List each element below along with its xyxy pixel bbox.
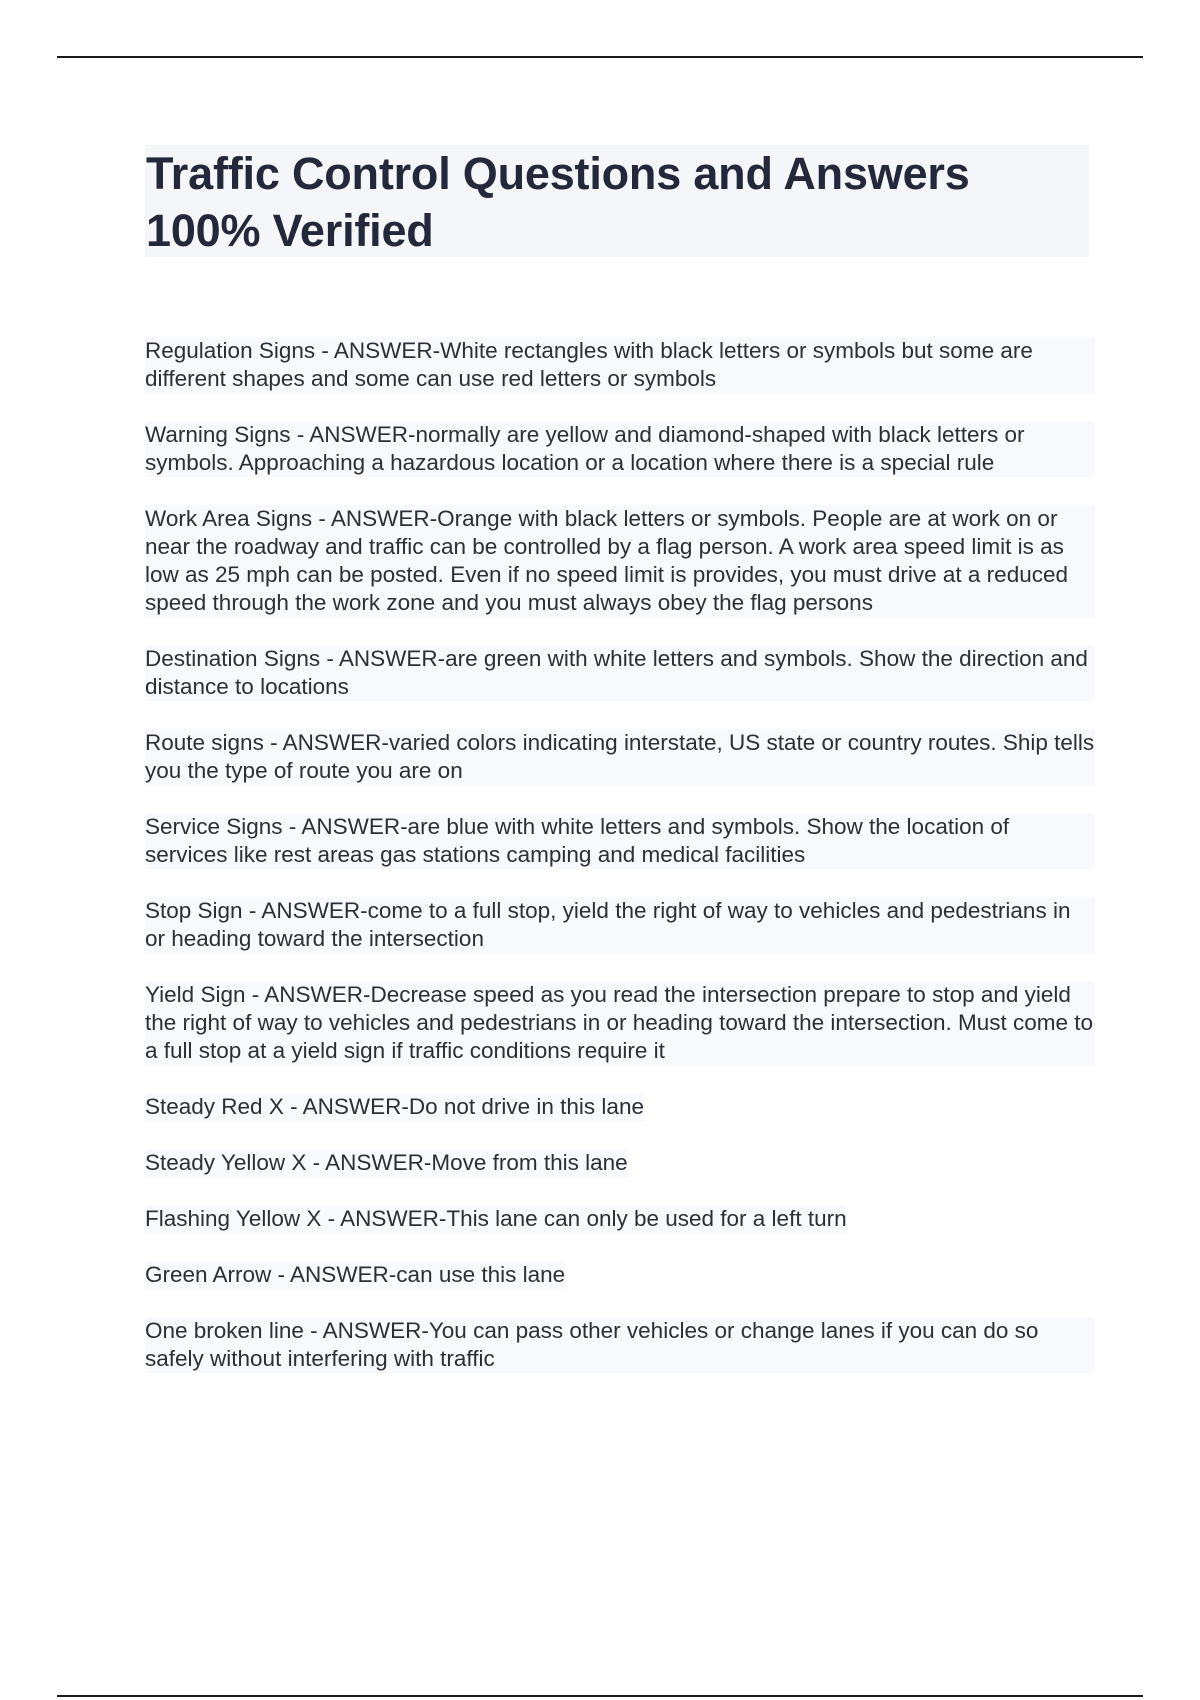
qa-item-route-signs: Route signs - ANSWER-varied colors indicating interstate, US state or country routes. Ship tells you the type of route you are on — [145, 730, 1095, 783]
qa-item-flashing-yellow-x: Flashing Yellow X - ANSWER-This lane can only be used for a left turn — [145, 1206, 847, 1231]
document-title: Traffic Control Questions and Answers 100% Verified — [146, 148, 970, 256]
qa-item-service-signs: Service Signs - ANSWER-are blue with white letters and symbols. Show the location of services like rest areas gas stations camping and medical facilities — [145, 813, 1095, 869]
qa-list — [145, 337, 1095, 1401]
top-divider — [57, 56, 1143, 58]
qa-item-steady-yellow-x: Steady Yellow X - ANSWER-Move from this lane — [145, 1150, 628, 1175]
qa-item-destination-signs: Destination Signs - ANSWER-are green with white letters and symbols. Show the direction and distance to locations — [145, 645, 1095, 701]
qa-item-green-arrow: Green Arrow - ANSWER-can use this lane — [145, 1262, 566, 1287]
qa-item-steady-red-x: Steady Red X - ANSWER-Do not drive in this lane — [145, 1094, 644, 1119]
qa-item-stop-sign: Stop Sign - ANSWER-come to a full stop, yield the right of way to vehicles and pedestrians in or heading toward the intersection — [145, 897, 1095, 953]
bottom-divider — [57, 1695, 1143, 1697]
qa-item-yield-sign: Yield Sign - ANSWER-Decrease speed as you read the intersection prepare to stop and yield the right of way to vehicles and pedestrians in or heading toward the intersection. Must come to a full stop at a yield sign if traffic conditions require it — [145, 982, 1094, 1063]
qa-item-warning-signs: Warning Signs - ANSWER-normally are yellow and diamond-shaped with black letters or symbols. Approaching a hazardous location or a location where there is a special rule — [145, 421, 1095, 477]
qa-item-regulation-signs: Regulation Signs - ANSWER-White rectangles with black letters or symbols but some are different shapes and some can use red letters or symbols — [145, 337, 1095, 393]
qa-item-work-area-signs: Work Area Signs - ANSWER-Orange with black letters or symbols. People are at work on or near the roadway and traffic can be controlled by a flag person. A work area speed limit is as low as 25 mph can be posted. Even if no speed limit is provides, you must drive at a reduced speed through the work zone and you must always obey the flag persons — [145, 505, 1095, 617]
qa-item-one-broken-line: One broken line - ANSWER-You can pass other vehicles or change lanes if you can do so safely without interfering with traffic — [145, 1317, 1095, 1373]
title-block — [145, 145, 1089, 257]
